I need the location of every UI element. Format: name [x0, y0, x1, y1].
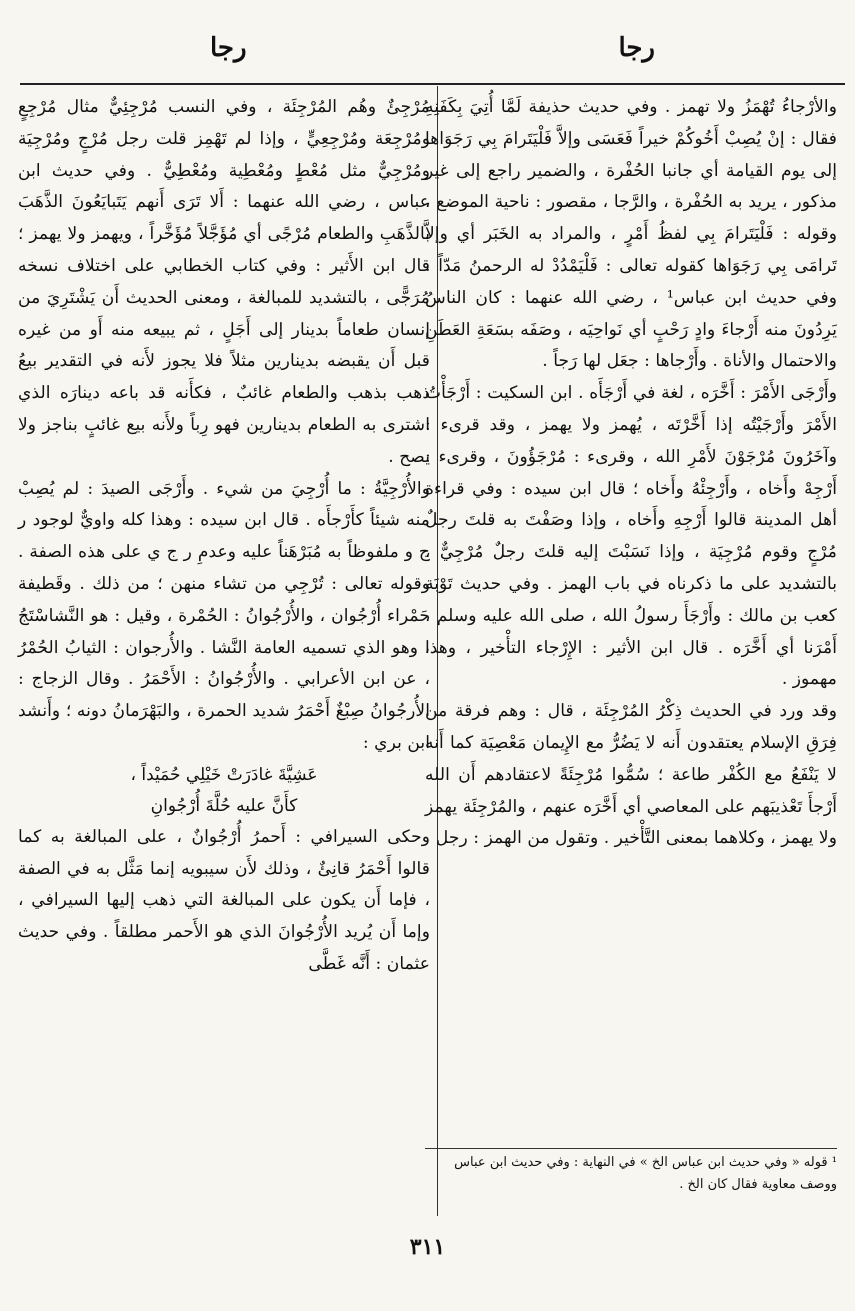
page-header-left: رجا: [210, 33, 247, 63]
footnote-rule: [425, 1148, 837, 1149]
page-header-right: رجا: [618, 33, 655, 63]
footnote: ¹ قوله « وفي حديث ابن عباس الخ » في النهاية : وفي حديث ابن عباس ووصف معاوية فقال كان الخ .: [454, 1155, 837, 1192]
verse-line: كأَنَّ عليه حُلَّةَ أُرْجُوانِ: [150, 795, 298, 816]
header-rule: [20, 83, 845, 85]
entry-paragraph: والأُرْجِيَّةُ : ما أُرْجِيَ من شيء . وأَرْجَى الصيدَ : لم يُصِبْ منه شيئاً كأَرْجأَه . قال ابن سيده : وهذا كله واويٌّ لوجود ر ج و ملفوظاً به مُبَرْهَناً عليه وعدمِ ر ج ي على هذه الصفة . وقوله تعالى : تُرْجِي من تشاء منهن ؛ من ذلك . وقَطيفة حَمْراء أُرْجُوان ، والأُرْجُوانُ : الحُمْرة ، وقيل : هو النَّشاسْتَجُ ، وهو الذي تسميه العامة النَّشا . والأُرجوان : الثيابُ الحُمْرُ ، عن ابن الأعرابي . والأُرْجُوانُ : الأَحْمَرُ . وقال الزجاج : الأُرجُوانُ صِبْغٌ أَحْمَرُ شديد الحمرة ، والبَهْرَمانُ دونه ؛ وأَنشد ابن بري :: [18, 478, 430, 753]
right-column: [425, 92, 837, 855]
entry-paragraph: وقد ورد في الحديث ذِكْرُ المُرْجِئَة ، قال : وهم فرقة من فِرَقِ الإسلام يعتقدون أَنه لا يَضُرُّ مع الإِيمان مَعْصِيَة كما أَنه لا يَنْفَعُ مع الكُفْر طاعة ؛ سُمُّوا مُرْجِئَةً لاعتقادهم أَن الله أَرْجأَ تَعْذيبَهم على المعاصي أي أَخَّرَه عنهم ، والمُرْجِئَة يهمز ولا يهمز ، وكلاهما بمعنى التَّأْخير . وتقول من الهمز : رجل: [425, 701, 837, 849]
entry-paragraph: وأَرْجَى الأَمْرَ : أَخَّرَه ، لغة في أَرْجَأَه . ابن السكيت : أَرْجَأْتُ الأَمْرَ وأَرْجَيْتُه إذا أَخَّرْتَه ، يُهمز ولا يهمز ، وقد قرىء : وآخَرُونَ مُرْجَوْنَ لأَمْرِ الله ، وقرىء : مُرْجَؤُونَ ، وقرىء : أَرْجِهْ وأَخاه ، وأَرْجِئْهُ وأَخاه ؛ قال ابن سيده : وفي قراءة أهل المدينة قالوا أَرْجِهِ وأَخاه ، وإذا وصَفْتَ به قلتَ رجلٌ مُرْجٍ وقوم مُرْجِيَة ، وإذا نَسَبْتَ إليه قلتَ رجلٌ مُرْجِيٌّ ، بالتشديد على ما ذكرناه في باب الهمز . وفي حديث تَوْبَة كعب بن مالك : وأَرْجَأَ رسولُ الله ، صلى الله عليه وسلم ، أَمْرَنا أي أَخَّرَه . قال ابن الأثير : الإِرْجاء التأْخير ، وهذا مهموز .: [425, 383, 837, 690]
verse-line: عَشِيَّةَ غادَرَتْ خَيْلِي حُمَيْداً ،: [130, 764, 318, 785]
left-column: [18, 92, 430, 981]
entry-paragraph: والأرْجاءُ تُهْمَزُ ولا تهمز . وفي حديث حذيفة لَمَّا أُتِيَ بِكَفَنِهِ فقال : إنْ يُصِبْ أَخُوكُمْ خيراً فَعَسَى وإلاَّ فَلْيَتَرامَ بِي رَجَوَاها إلى يوم القيامة أي جانبا الحُفْرة ، والضمير راجع إلى غير مذكور ، يريد به الحُفْرة ، والرَّجا ، مقصور : ناحية الموضع ، وقوله : فَلْيَتَرامَ بِي لفظُ أَمْرٍ ، والمراد به الخَبَر أي وإلاَّ تَرامَى بِي رَجَوَاها كقوله تعالى : فَلْيَمْدُدْ له الرحمنُ مَدّاً . وفي حديث ابن عباس¹ ، رضي الله عنهما : كان الناسُ يَرِدُونَ منه أَرْجاءَ وادٍ رَحْبٍ أي نَواحِيَه ، وصَفَه بسَعَةِ العَطَنِ والاحتمال والأناة . وأَرْجاها : جعَل لها رَجاً .: [425, 97, 838, 372]
entry-paragraph: مُرْجِئٌ وهُم المُرْجِئَة ، وفي النسب مُرْجِئِيٌّ مثال مُرْجِعٍ ومُرْجِعَة ومُرْجِعِيٍّ ، وإذا لم تَهْمِز قلت رجل مُرْجٍ ومُرْجِيَة ومُرْجِيٌّ مثل مُعْطٍ ومُعْطِية ومُعْطِيٌّ . وفي حديث ابن عباس ، رضي الله عنهما : أَلا تَرَى أَنهم يَتَبايَعُونَ الذَّهَبَ بالذَّهَبِ والطعام مُرْجًى أي مُؤَجَّلاً مُؤَخَّراً ، ويهمز ولا يهمز ؛ قال ابن الأَثير : وفي كتاب الخطابي على اختلاف نسخه مُرَجًّى ، بالتشديد للمبالغة ، ومعنى الحديث أَن يَشْتَرِيَ من إنسان طعاماً بدينار إلى أَجَلٍ ، ثم يبيعه منه أَو من غيره قبل أَن يقبضه بدينارين مثلاً فلا يجوز لأَنه في التقدير بيعُ ذهب بذهب والطعام غائبٌ ، فكأَنه قد باعه دينارَه الذي اشترى به الطعام بدينارين فهو رِباً ولأَنه بيع غائبٍ بناجز ولا يصح .: [18, 97, 430, 467]
entry-paragraph: وحكى السيرافي : أَحمرُ أُرْجُوانٌ ، على المبالغة به كما قالوا أَحْمَرُ قانِئٌ ، وذلك لأَن سيبويه إنما مَثَّل به في الصفة ، فإما أَن يكون على المبالغة التي ذهب إليها السيرافي ، وإما أَن يُريد الأُرْجُوانَ الذي هو الأَحمر مطلقاً . وفي حديث عثمان : أَنَّه غَطَّى: [18, 826, 430, 974]
page-number: ٣١١: [409, 1234, 446, 1260]
